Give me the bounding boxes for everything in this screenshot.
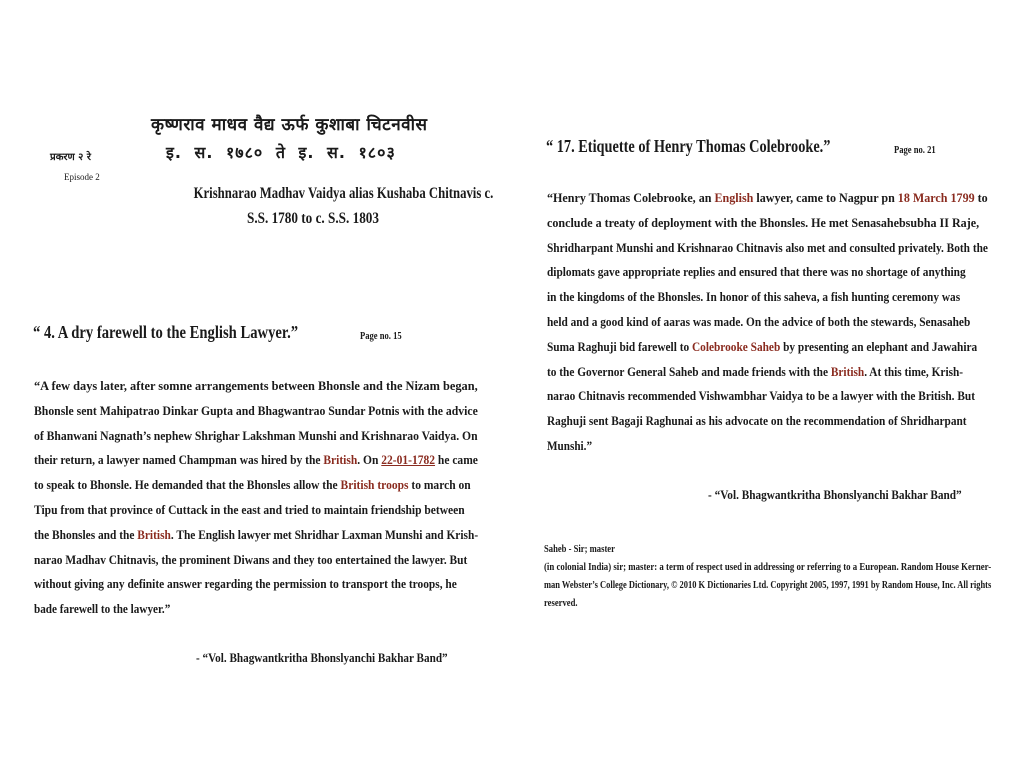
highlighted-term: 22-01-1782 (381, 452, 436, 468)
text-run: in the kingdoms of the Bhonsles. In honor of this saheva, a fish hunting ceremony was (547, 289, 961, 305)
right-paragraph-line (547, 384, 988, 409)
left-paragraph (34, 374, 540, 622)
text-run: Raghuji sent Bagaji Raghunai as his advocate on the recommendation of Shridharpant (547, 413, 967, 429)
chapter-label: प्रकरण २ रे (50, 152, 91, 163)
footnote-line: man Webster’s College Dictionary, © 2010 K Dictionaries Ltd. Copyright 2005, 1997, 1991 by Random House, Inc. All rights (544, 580, 992, 591)
episode-label: Episode 2 (64, 172, 100, 182)
text-run: held and a good kind of aaras was made. On the advice of both the stewards, Senasaheb (547, 313, 971, 329)
right-source-text: - “Vol. Bhagwantkritha Bhonslyanchi Bakhar Band” (708, 487, 962, 502)
text-run: the Bhonsles and the (34, 526, 138, 542)
left-paragraph-line (34, 523, 478, 548)
right-paragraph-line (547, 434, 982, 459)
text-run: Tipu from that province of Cuttack in the east and tried to maintain friendship between (34, 501, 465, 517)
text-run: diplomats gave appropriate replies and ensured that there was no shortage of anything (547, 264, 966, 280)
footnote (544, 541, 1024, 613)
footnote-line: (in colonial India) sir; master: a term of respect used in addressing or referring to a European. Random House Kerner- (544, 562, 992, 573)
right-paragraph-line (547, 335, 988, 360)
text-run: without giving any definite answer regarding the permission to transport the troops, he (34, 576, 457, 592)
text-run: narao Madhav Chitnavis, the prominent Diwans and they too entertained the lawyer. But (34, 551, 468, 567)
left-heading (33, 322, 359, 343)
highlighted-term: English (714, 190, 754, 205)
footnote-line: reserved. (544, 598, 578, 609)
right-paragraph-line (547, 260, 988, 285)
text-run: Shridharpant Munshi and Krishnarao Chitnavis also met and consulted privately. Both the (547, 239, 988, 255)
left-paragraph-line (34, 548, 478, 573)
text-run: to march on (408, 477, 471, 493)
highlighted-term: British (323, 452, 358, 468)
english-title (163, 181, 494, 231)
english-title-line-2: S.S. 1780 to c. S.S. 1803 (246, 210, 380, 227)
text-run: of Bhanwani Nagnath’s nephew Shrighar Lakshman Munshi and Krishnarao Vaidya. On (34, 427, 478, 443)
text-run: “Henry Thomas Colebrooke, an (547, 190, 715, 205)
right-paragraph (547, 186, 1024, 459)
right-paragraph-line (547, 360, 988, 385)
left-page-number-text: Page no. 15 (360, 331, 402, 342)
text-run: Bhonsle sent Mahipatrao Dinkar Gupta and Bhagwantrao Sundar Potnis with the advice (34, 402, 478, 418)
highlighted-term: British (137, 526, 171, 542)
left-paragraph-line (34, 473, 483, 498)
right-paragraph-line (547, 285, 988, 310)
text-run: he came (435, 452, 478, 468)
right-paragraph-line (547, 310, 988, 335)
text-run: . The English lawyer met Shridhar Laxman Munshi and Krish- (170, 526, 479, 542)
text-run: “A few days later, after somne arrangements between Bhonsle and the Nizam began, (34, 378, 478, 393)
highlighted-term: British (830, 363, 865, 379)
right-page-number (894, 145, 943, 156)
highlighted-term: Colebrooke Saheb (691, 338, 781, 354)
right-paragraph-line (547, 236, 988, 261)
text-run: . On (357, 452, 382, 468)
footnote-line: Saheb - Sir; master (544, 544, 615, 555)
right-heading (546, 136, 903, 157)
text-run: by presenting an elephant and Jawahira (780, 338, 978, 354)
left-paragraph-line (34, 424, 488, 449)
devanagari-title: कृष्णराव माधव वैद्य ऊर्फ कुशाबा चिटनवीस (151, 115, 428, 135)
left-paragraph-line (34, 374, 516, 399)
text-run: lawyer, came to Nagpur pn (753, 190, 898, 205)
text-run: to the Governor General Saheb and made friends with the (547, 363, 831, 379)
highlighted-term: British troops (340, 477, 409, 493)
text-run: Munshi.” (547, 437, 593, 453)
text-run: their return, a lawyer named Champman was hired by the (34, 452, 324, 468)
left-heading-text: “ 4. A dry farewell to the English Lawyer.” (33, 322, 299, 342)
right-paragraph-line (547, 186, 1016, 211)
text-run: narao Chitnavis recommended Vishwambhar Vaidya to be a lawyer with the British. But (547, 388, 975, 404)
text-run: . At this time, Krish- (864, 363, 964, 379)
right-page-number-text: Page no. 21 (894, 145, 936, 156)
left-paragraph-line (34, 399, 490, 424)
left-paragraph-line (34, 597, 470, 622)
right-heading-text: “ 17. Etiquette of Henry Thomas Colebrooke.” (546, 136, 831, 156)
left-paragraph-line (34, 572, 478, 597)
right-paragraph-line (547, 211, 1016, 236)
devanagari-dates: इ. स. १७८० ते इ. स. १८०३ (166, 143, 396, 162)
right-source (708, 487, 1001, 503)
highlighted-term: 18 March 1799 (897, 190, 975, 205)
text-run: Suma Raghuji bid farewell to (547, 338, 692, 354)
left-source (196, 650, 489, 666)
left-paragraph-line (34, 448, 483, 473)
right-paragraph-line (547, 409, 988, 434)
english-title-line-1: Krishnarao Madhav Vaidya alias Kushaba Chitnavis c. (193, 185, 494, 202)
text-run: to speak to Bhonsle. He demanded that the Bhonsles allow the (34, 477, 341, 493)
left-page-number (360, 331, 409, 342)
text-run: conclude a treaty of deployment with the Bhonsles. He met Senasahebsubha II Raje, (547, 214, 980, 230)
text-run: to (974, 190, 988, 205)
left-paragraph-line (34, 498, 483, 523)
left-source-text: - “Vol. Bhagwantkritha Bhonslyanchi Bakhar Band” (196, 650, 448, 665)
text-run: bade farewell to the lawyer.” (34, 601, 171, 617)
